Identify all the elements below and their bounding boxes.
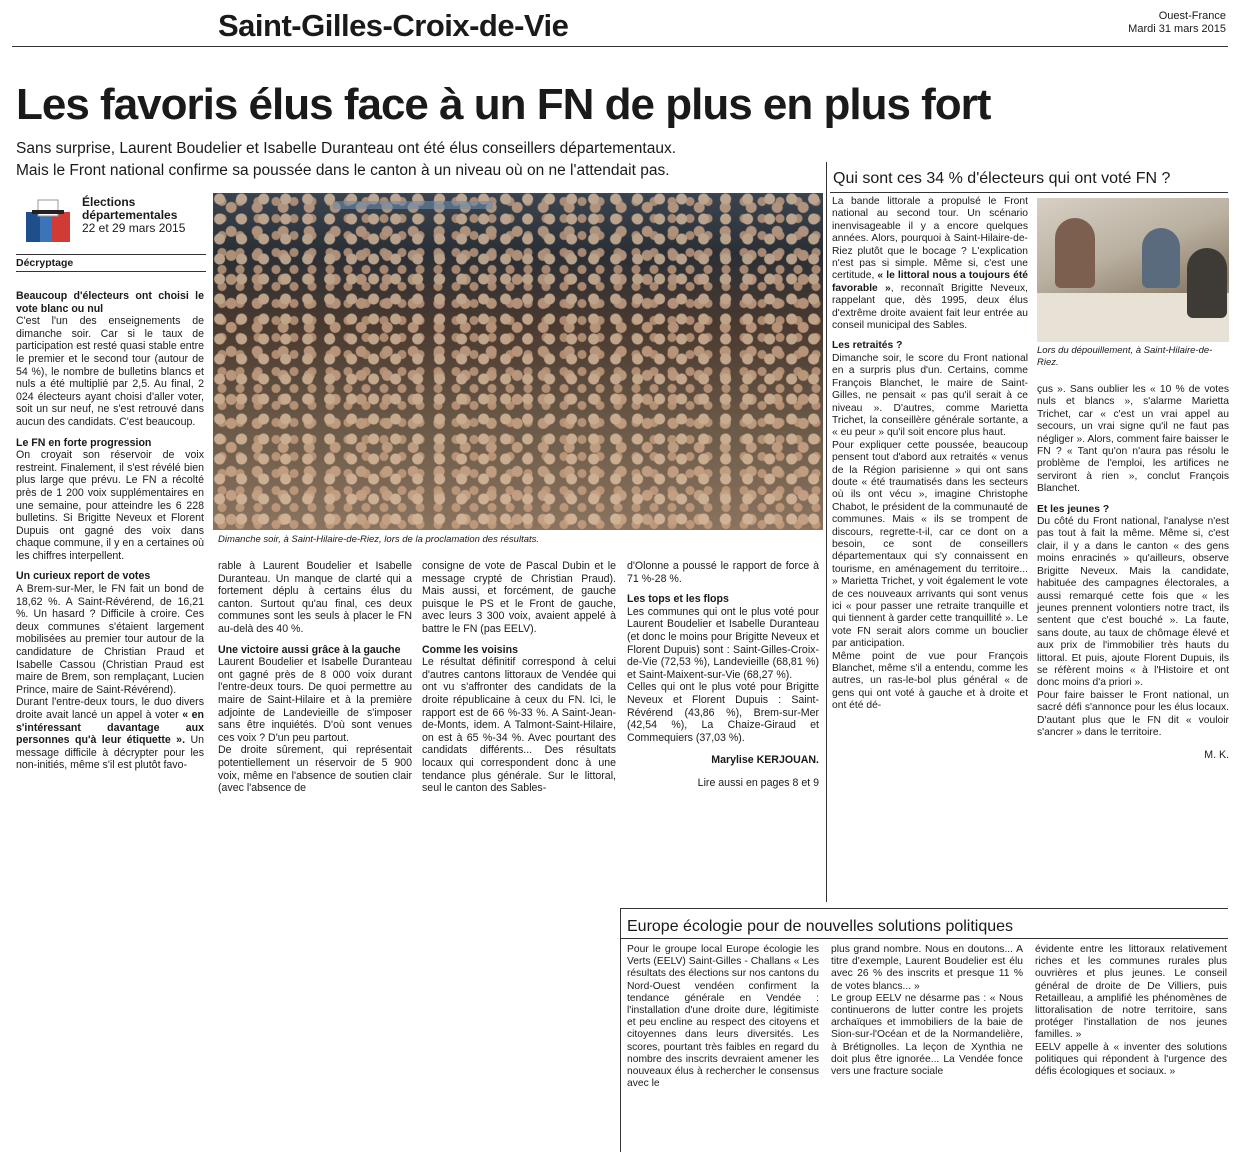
paragraph: De droite sûrement, qui représentait potentiellement un réservoir de 5 900 voix, même en l'absence de soutien clair (avec l'absence de (218, 744, 412, 795)
paragraph: On croyait son réservoir de voix restreint. Finalement, il s'est révélé bien plus large que prévu. Le FN a récolté près de 1 200 voix supplémentaires en une semaine, pour atteindre les 6 228 bulletins. Si Brigitte Neveux et Florent Dupuis ont gagné des voix dans chaque commune, il y en a certaines où les chiffres interpellent. (16, 449, 204, 562)
publication-date: Mardi 31 mars 2015 (1128, 23, 1226, 35)
kicker: Décryptage (16, 254, 206, 272)
quote: « le littoral nous a toujours été favorable » (832, 270, 1028, 294)
subhead-retirees: Les retraités ? (832, 340, 903, 352)
masthead-title: Saint-Gilles-Croix-de-Vie (218, 8, 569, 43)
subhead-youth: Et les jeunes ? (1037, 503, 1110, 515)
eelv-column-3 (1035, 944, 1227, 1078)
publication-name: Ouest-France (1158, 10, 1226, 22)
standfirst (16, 138, 816, 182)
standfirst-line-1: Sans surprise, Laurent Boudelier et Isabelle Duranteau ont été élus conseillers départementaux. (16, 140, 677, 157)
eelv-column-2 (831, 944, 1023, 1078)
election-label-line-1: Élections (82, 195, 136, 209)
sidebar-photo-caption: Lors du dépouillement, à Saint-Hilaire-de-Riez. (1037, 345, 1213, 368)
paragraph: plus grand nombre. Nous en doutons... A titre d'exemple, Laurent Boudelier est élu avec 26 % des inscrits et presque 11 % de votes blancs... » (831, 944, 1023, 992)
paragraph: C'est l'un des enseignements de dimanche soir. Car si le taux de participation est resté quasi stable entre le premier et le second tour (autour de 54 %), le nombre de bulletins blancs et nuls a été multiplié par 2,5. Au final, 2 024 électeurs ayant choisi d'aller voter, soit un sur neuf, ne s'est retrouvé dans aucun des candidats. C'est beaucoup. (16, 315, 204, 428)
paragraph (832, 196, 1028, 332)
paragraph: Celles qui ont le plus voté pour Brigitte Neveux et Florent Dupuis : Saint-Révérend (43,86 %), Brem-sur-Mer (42,54 %), La Chaize-Giraud et Commequiers (37,03 %). (627, 681, 819, 744)
election-dates: 22 et 29 mars 2015 (82, 221, 186, 235)
text: Durant l'entre-deux tours, le duo divers droite avait lancé un appel à voter (16, 696, 204, 721)
sidebar-title-rule (830, 192, 1228, 193)
paragraph: rable à Laurent Boudelier et Isabelle Duranteau. Un manque de clarté qui a fortement déplu à certains élus du canton. Surtout qu'au final, ces deux communes sont les seuls à placer le FN au-delà des 40 %. (218, 560, 412, 635)
eelv-title-rule (620, 938, 1228, 939)
sidebar-title: Qui sont ces 34 % d'électeurs qui ont voté FN ? (833, 170, 1171, 187)
paragraph: d'Olonne a poussé le rapport de force à 71 %-28 %. (627, 560, 819, 585)
publication-info (1128, 10, 1226, 36)
quote: « en s'intéressant davantage aux personnes qu'à leur étiquette ». (16, 709, 205, 747)
paragraph: Le group EELV ne désarme pas : « Nous continuerons de lutter contre les projets archaïques et immobiliers de la baie de Sion-sur-l'Océan et de la Normandelière, à Brétignolles. La leçon de Xynthia ne doit plus être ignorée... La Vendée fonce vers une fracture sociale (831, 992, 1023, 1078)
subhead-blank-vote: Beaucoup d'électeurs ont choisi le vote blanc ou nul (16, 290, 204, 315)
election-label-line-2: départementales (82, 208, 178, 222)
article-column-3 (422, 560, 616, 795)
ballot-box-icon (22, 198, 74, 244)
paragraph: Le résultat définitif correspond à celui d'autres cantons littoraux de Vendée qui ont vu s'affronter des candidats de la droite républicaine à ceux du FN. Ici, le rapport est de 66 %-33 %. A Saint-Jean-de-Monts, idem. A Talmont-Saint-Hilaire, on est à 65 %-34 %. Avec pourtant des candidats différents... Des résultats locaux qui correspondent donc à une tendance plus générale. Sur le littoral, seul le canton des Sables- (422, 656, 616, 795)
eelv-left-rule (620, 908, 621, 1152)
paragraph: çus ». Sans oublier les « 10 % de votes nuls et blancs », s'alarme Marietta Trichet, car « c'est un vrai appel au secours, un vrai signe qu'il ne faut pas négliger ». Alors, comment faire baisser le FN ? « Tant qu'on n'aura pas résolu le problème de l'emploi, les artifices ne serviront à rien », conclut François Blanchet. (1037, 384, 1229, 495)
text: La bande littorale a propulsé le Front national au second tour. Un scénario inenvisageable il y a encore quelques années. Alors, pourquoi à Saint-Hilaire-de-Riez plutôt que le bocage ? L'explication n'est pas si simple. Même si, c'est une certitude, (832, 196, 1028, 282)
text: Un message difficile à décrypter pour les non-initiés, même s'il est plutôt favo- (16, 734, 204, 772)
subhead-tops-flops: Les tops et les flops (627, 593, 729, 606)
election-label (82, 196, 212, 235)
paragraph: Laurent Boudelier et Isabelle Duranteau ont gagné près de 8 000 voix durant l'entre-deux tours. De quoi permettre au maire de Saint-Hilaire et à la première adjointe de Landevieille de s'imposer sans être inquiétés. D'où sont venues ces voix ? D'un peu partout. (218, 656, 412, 744)
eelv-title: Europe écologie pour de nouvelles solutions politiques (627, 918, 1014, 935)
paragraph: Les communes qui ont le plus voté pour Laurent Boudelier et Isabelle Duranteau (et donc le moins pour Brigitte Neveux et Florent Dupuis) sont : Saint-Gilles-Croix-de-Vie (72,53 %), Landevieille (68,81 %) et Saint-Maixent-sur-Vie (68,27 %). (627, 605, 819, 681)
sidebar-signature: M. K. (1204, 749, 1229, 762)
article-column-1 (16, 290, 204, 772)
article-column-4 (627, 560, 819, 790)
sidebar-photo-count (1037, 198, 1229, 342)
headline: Les favoris élus face à un FN de plus en plus fort (16, 80, 991, 129)
paragraph: Pour faire baisser le Front national, un sacré défi s'annonce pour les élus locaux. D'autant plus que le FN dit « vouloir s'ancrer » dans le territoire. (1037, 689, 1229, 738)
photo-caption: Dimanche soir, à Saint-Hilaire-de-Riez, lors de la proclamation des résultats. (218, 534, 540, 545)
paragraph: Dimanche soir, le score du Front national en a surpris plus d'un. Certains, comme François Blanchet, le maire de Saint-Gilles, ne pensait « pas qu'il serait à ce niveau ». D'autres, comme Marietta Trichet, la conseillère générale sortante, a « eu peur » qu'il soit encore plus haut. (832, 352, 1028, 439)
sidebar-column-2 (1037, 384, 1229, 762)
paragraph: A Brem-sur-Mer, le FN fait un bond de 18,62 %. A Saint-Révérend, de 16,21 %. Un hasard ? Difficile à croire. Ces deux communes s'étaient largement mobilisées au premier tour autour de la candidature de Christian Praud et Isabelle Cassou (Christian Praud est maire de Brem, son remplaçant, Lucien Prince, maire de Saint-Révérend). (16, 583, 204, 696)
paragraph (16, 696, 204, 772)
text: , reconnaît Brigitte Neveux, rappelant que, dès 1995, deux élus d'extrême droite avaient fait leur entrée au conseil municipal des Sables. (832, 282, 1028, 332)
see-also-link[interactable]: Lire aussi en pages 8 et 9 (697, 776, 819, 789)
paragraph: consigne de vote de Pascal Dubin et le message crypté de Christian Praud). Mais aussi, et forcément, de gauche puisque le PS et le Front de gauche, avec leurs 3 300 voix, avaient appelé à battre le FN (pas EELV). (422, 560, 616, 635)
main-photo-crowd (213, 193, 823, 530)
paragraph: évidente entre les littoraux relativement riches et les communes rurales plus ouvrières et plus jeunes. Le conseil général de droite de De Villiers, puis Retailleau, a amplifié les phénomènes de littoralisation de notre territoire, sans protéger l'installation de nos jeunes familles. » (1035, 944, 1227, 1041)
standfirst-line-2: Mais le Front national confirme sa poussée dans le canton à un niveau où on ne l'attendait pas. (16, 162, 670, 179)
subhead-left-victory: Une victoire aussi grâce à la gauche (218, 643, 401, 656)
masthead-rule (12, 46, 1228, 47)
sidebar-divider (826, 162, 827, 902)
paragraph: Pour le groupe local Europe écologie les Verts (EELV) Saint-Gilles - Challans « Les résultats des élections sur nos cantons du Nord-Ouest vendéen confirment la tendance générale en Vendée : l'installation d'une droite dure, légitimiste et peu encline au respect des citoyens et citoyennes dans leurs diversités. Les scores, pourtant très faibles en regard du nombre des inscrits devraient amener les nouveaux élus à rechercher le consensus avec le (627, 944, 819, 1090)
author-signature: Marylise KERJOUAN. (711, 754, 819, 767)
subhead-fn-progress: Le FN en forte progression (16, 436, 152, 449)
subhead-neighbours: Comme les voisins (422, 643, 518, 656)
paragraph: Même point de vue pour François Blanchet, même s'il a entendu, comme les autres, un ras-le-bol plus général « de gens qui ont voté à gauche et à droite et ont été dé- (832, 650, 1028, 712)
paragraph: Du côté du Front national, l'analyse n'est pas tout à fait la même. Même si, c'est clair, il y a dans le canton « des gens moins enracinés » qu'ailleurs, observe Brigitte Neveux. Mais la candidate, habituée des campagnes électorales, a aussi remarqué cette fois que « les jeunes prennent volontiers notre tract, ils sentent que c'est bouché ». La faute, sans doute, au taux de chômage élevé et aux prix de l'immobilier très hauts du littoral. Et puis, ajoute Florent Dupuis, ils se réfèrent moins « à l'Histoire et ont donc moins d'a priori ». (1037, 516, 1229, 689)
eelv-column-1 (627, 944, 819, 1090)
article-column-2 (218, 560, 412, 795)
eelv-top-rule (620, 908, 1228, 909)
paragraph: Pour expliquer cette poussée, beaucoup pensent tout d'abord aux retraités « venus de la Région parisienne » qui ont sans doute « été traumatisés dans les secteurs où ils ont vécu », imagine Christophe Chabot, le président de la communauté de communes. Mais « ils se trompent de discours, regrette-t-il, car ce dont on a besoin, ce sont de conseillers départementaux qui s'y connaissent en tourisme, en aménagement du territoire... » Marietta Trichet, y voit également le vote de ces nouveaux arrivants qui sont venus ici « pour passer une retraite tranquille et qui tiennent à garder cette tranquillité ». Le vote FN serait alors comme un bouclier par anticipation. (832, 439, 1028, 650)
subhead-vote-transfer: Un curieux report de votes (16, 570, 151, 583)
sidebar-column-1 (832, 196, 1028, 713)
paragraph: EELV appelle à « inventer des solutions politiques qui répondent à l'urgence des défis écologiques et sociaux. » (1035, 1041, 1227, 1078)
